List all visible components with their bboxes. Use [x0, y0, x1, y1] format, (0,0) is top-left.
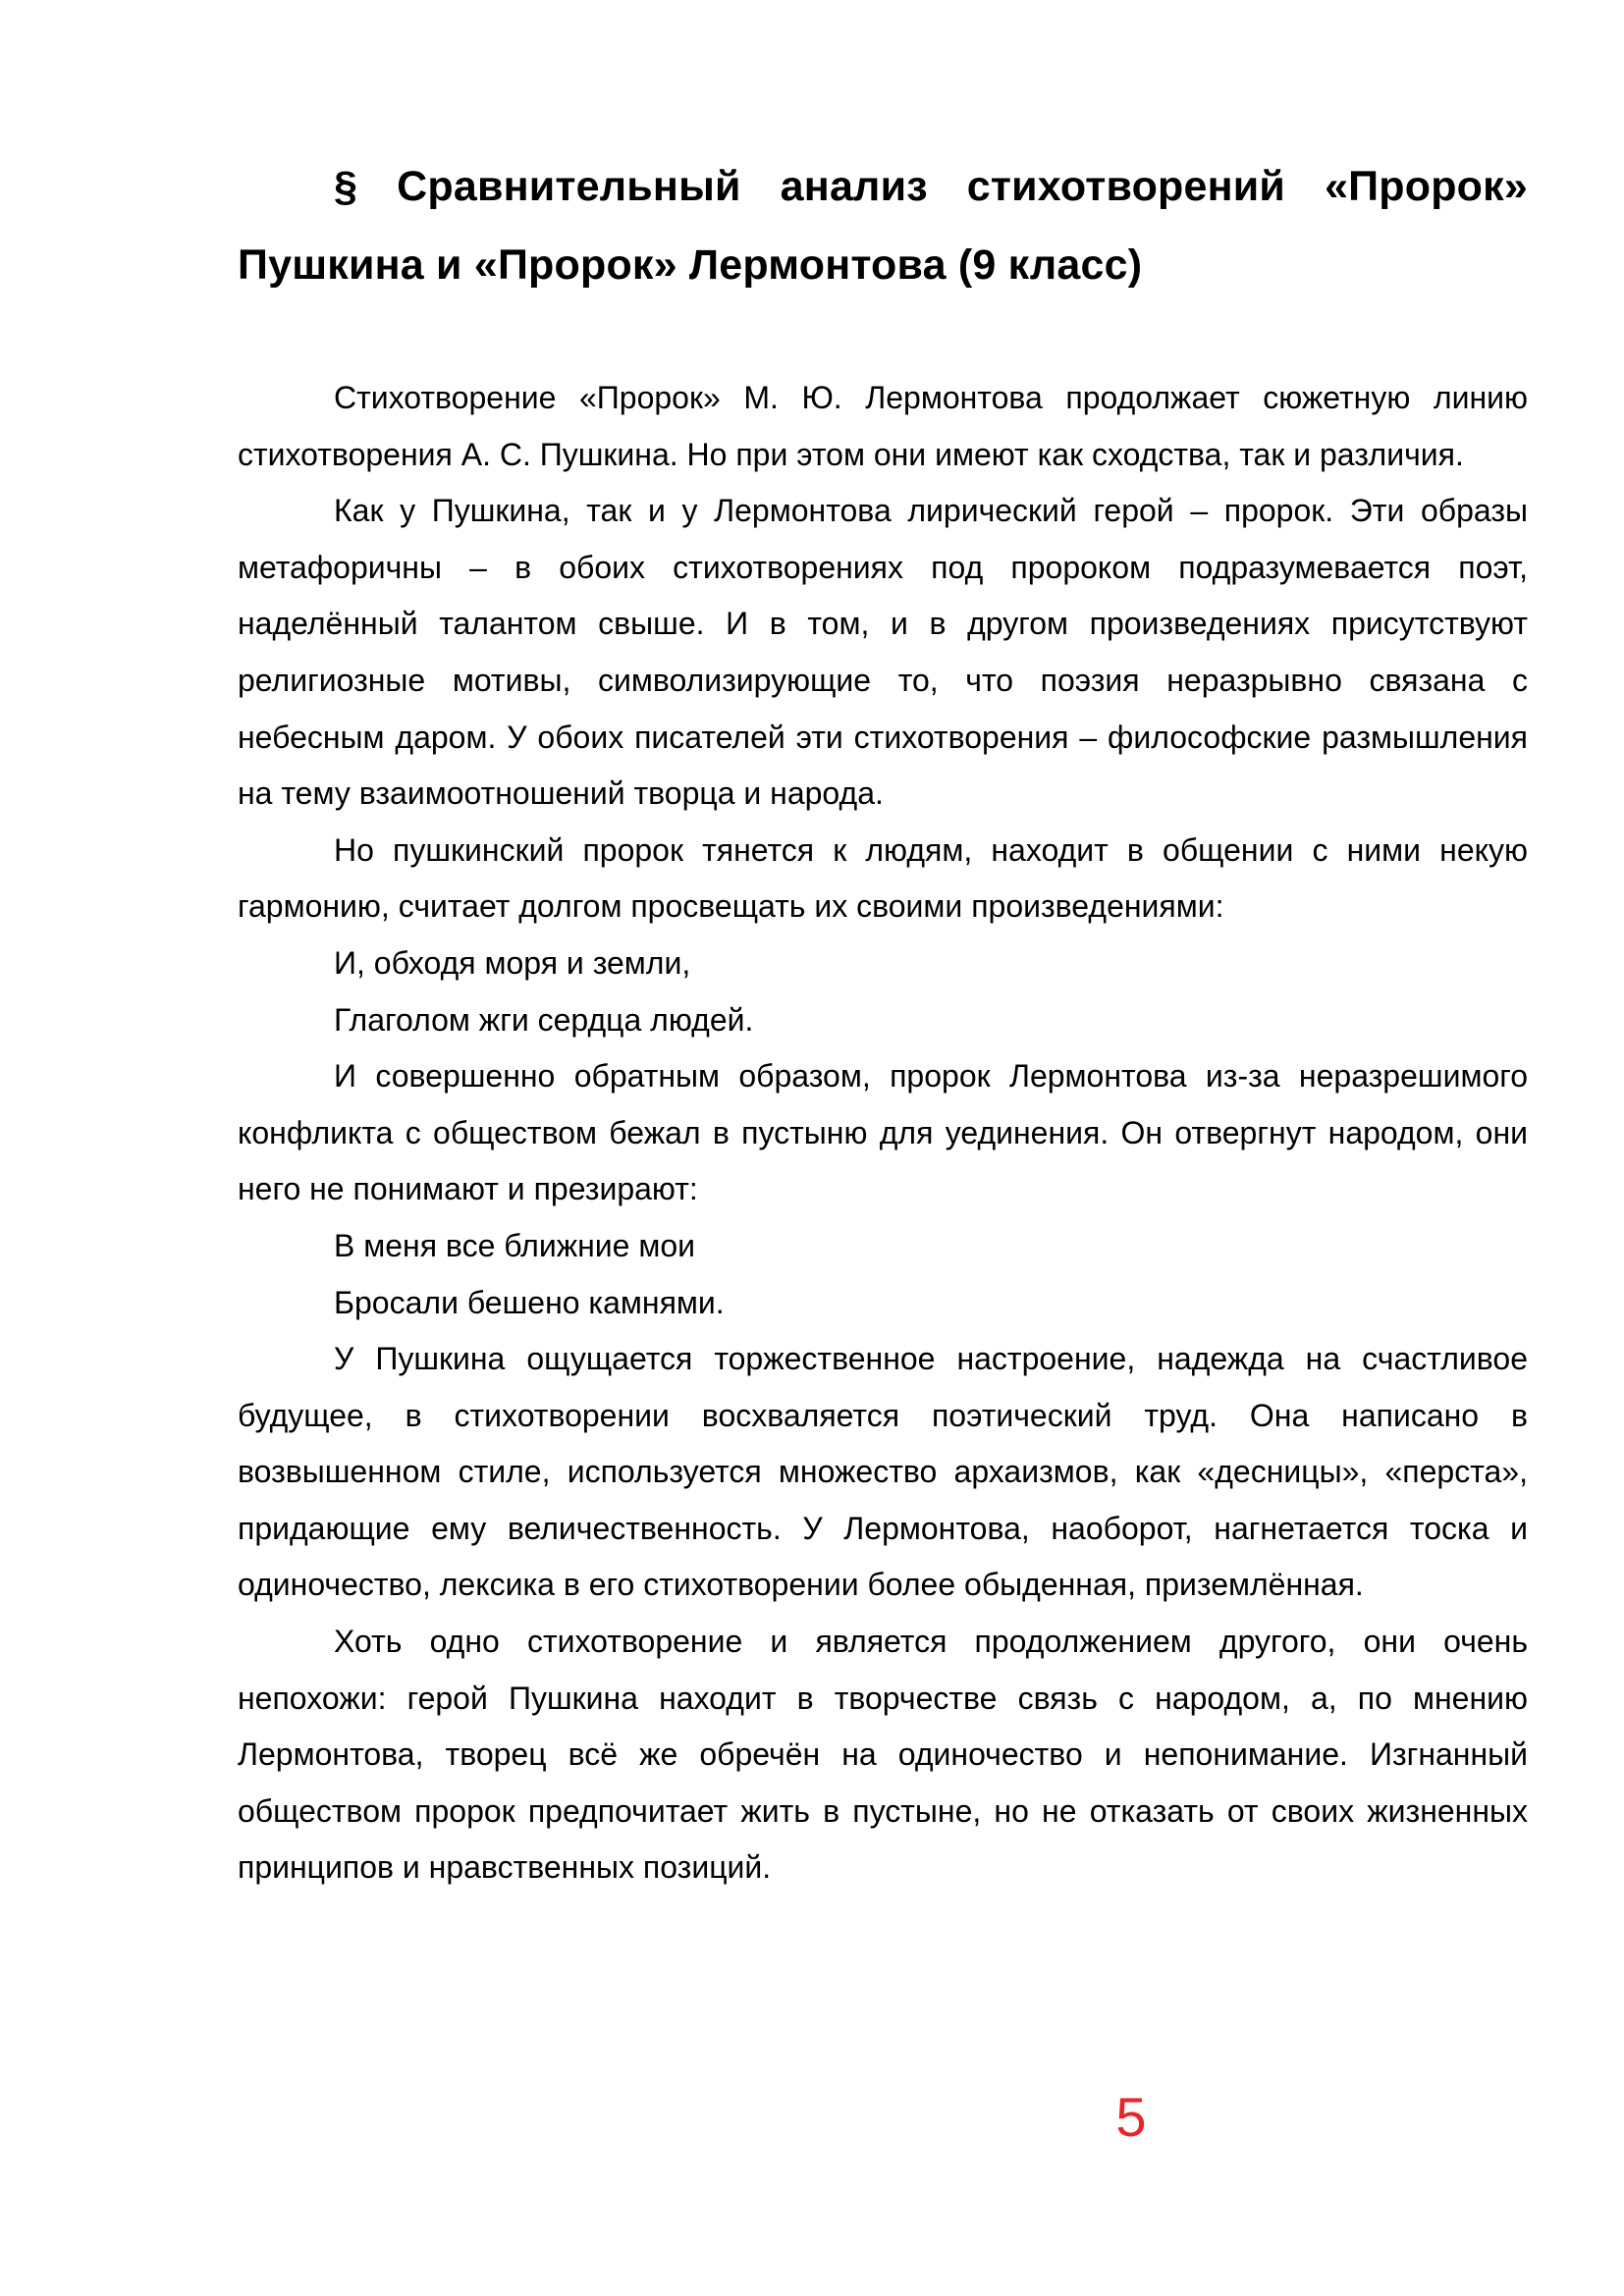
paragraph-conclusion: Хоть одно стихотворение и является продолжением другого, они очень непохожи: герой Пушкина находит в творчестве связь с народом, а, по мнению Лермонтова, творец всё же обречён на одиночество и непонимание. Изгнанный обществом пророк предпочитает жить в пустыне, но не отказать от своих жизненных принципов и нравственных позиций.: [238, 1624, 1528, 1886]
quote-pushkin-line-1: И, обходя моря и земли,: [334, 944, 691, 981]
document-body: [238, 370, 1528, 1896]
document-page: [238, 147, 1528, 1896]
quote-lermontov-line-1: В меня все ближние мои: [334, 1227, 695, 1263]
paragraph-style-comparison: У Пушкина ощущается торжественное настроение, надежда на счастливое будущее, в стихотворении восхваляется поэтический труд. Она написано в возвышенном стиле, используется множество архаизмов, как «десницы», «перста», придающие ему величественность. У Лермонтова, наоборот, нагнетается тоска и одиночество, лексика в его стихотворении более обыденная, приземлённая.: [238, 1341, 1528, 1603]
paragraph-lermontov-prophet: И совершенно обратным образом, пророк Лермонтова из-за неразрешимого конфликта с обществом бежал в пустыню для уединения. Он отвергнут народом, они него не понимают и презирают:: [238, 1058, 1528, 1207]
page-number: 5: [1115, 2086, 1147, 2148]
paragraph-pushkin-prophet: Но пушкинский пророк тянется к людям, находит в общении с ними некую гармонию, считает долгом просвещать их своими произведениями:: [238, 831, 1528, 925]
paragraph-intro: Стихотворение «Пророк» М. Ю. Лермонтова продолжает сюжетную линию стихотворения А. С. Пушкина. Но при этом они имеют как сходства, так и различия.: [238, 380, 1528, 472]
quote-pushkin-line-2: Глаголом жги сердца людей.: [334, 1001, 754, 1038]
quote-lermontov-line-2: Бросали бешено камнями.: [334, 1284, 725, 1320]
document-title: § Сравнительный анализ стихотворений «Пророк» Пушкина и «Пророк» Лермонтова (9 класс): [238, 163, 1528, 289]
paragraph-similarities: Как у Пушкина, так и у Лермонтова лирический герой – пророк. Эти образы метафоричны – в обоих стихотворениях под пророком подразумевается поэт, наделённый талантом свыше. И в том, и в другом произведениях присутствуют религиозные мотивы, символизирующие то, что поэзия неразрывно связана с небесным даром. У обоих писателей эти стихотворения – философские размышления на тему взаимоотношений творца и народа.: [238, 493, 1528, 812]
